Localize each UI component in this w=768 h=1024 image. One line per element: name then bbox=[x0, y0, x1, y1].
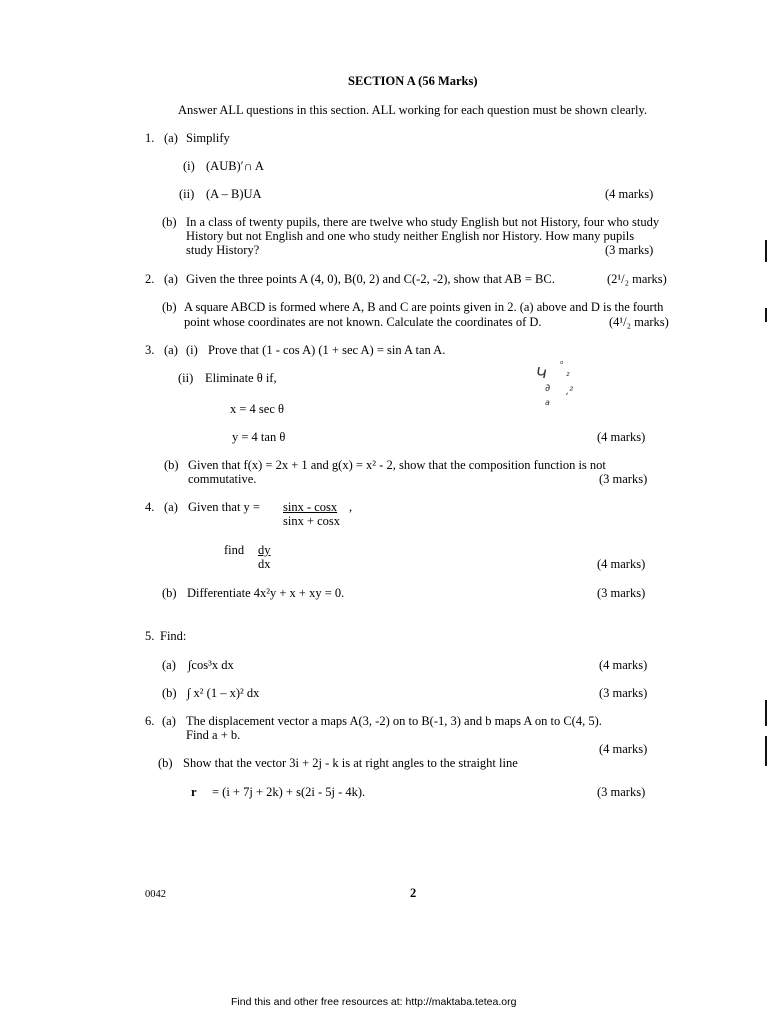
q4a-label: (a) bbox=[164, 500, 178, 514]
page-number: 2 bbox=[410, 886, 417, 900]
q1b-line1: In a class of twenty pupils, there are twelve who study English but not History, four who study bbox=[186, 215, 660, 229]
q2-number: 2. bbox=[145, 272, 155, 286]
q1-number: 1. bbox=[145, 131, 155, 145]
q3a-marks: (4 marks) bbox=[597, 430, 646, 444]
handwritten-mark: ∂ bbox=[545, 383, 551, 394]
fraction-denominator: sinx + cosx bbox=[283, 514, 341, 528]
q6a-marks: (4 marks) bbox=[599, 742, 648, 756]
q2b-label: (b) bbox=[162, 300, 177, 314]
q3a-label: (a) bbox=[164, 343, 178, 357]
q1ai-label: (i) bbox=[183, 159, 195, 173]
q1b-label: (b) bbox=[162, 215, 177, 229]
q4a-marks: (4 marks) bbox=[597, 557, 646, 571]
q2a-label: (a) bbox=[164, 272, 178, 286]
q3aii-text: Eliminate θ if, bbox=[205, 371, 277, 385]
q5a-label: (a) bbox=[162, 658, 176, 672]
q3-eq-y: y = 4 tan θ bbox=[232, 430, 286, 444]
q6a-line1: The displacement vector a maps A(3, -2) on to B(-1, 3) and b maps A on to C(4, 5). bbox=[186, 714, 602, 728]
q2b-line1: A square ABCD is formed where A, B and C are points given in 2. (a) above and D is the fourth bbox=[184, 300, 664, 314]
q6a-line2: Find a + b. bbox=[186, 728, 241, 742]
q1b-line2: History but not English and one who study neither English nor History. How many pupils bbox=[186, 229, 635, 243]
find-label: find bbox=[224, 543, 245, 557]
paper-code: 0042 bbox=[145, 889, 166, 900]
q2b-marks: (4¹/₂ marks) bbox=[609, 315, 669, 329]
q6b-line1: Show that the vector 3i + 2j - k is at right angles to the straight line bbox=[183, 756, 518, 770]
handwritten-mark: ,² bbox=[566, 386, 574, 397]
q3ai-label: (i) bbox=[186, 343, 198, 357]
q3b-line2: commutative. bbox=[188, 472, 257, 486]
scan-edge-mark bbox=[765, 700, 767, 726]
handwritten-mark: ² bbox=[566, 372, 570, 382]
q1a-text: Simplify bbox=[186, 131, 230, 145]
q1a-marks: (4 marks) bbox=[605, 187, 654, 201]
derivative-numerator: dy bbox=[258, 543, 271, 557]
scan-edge-mark bbox=[765, 736, 767, 766]
instructions: Answer ALL questions in this section. ALL working for each question must be shown clearly. bbox=[178, 103, 648, 117]
q6a-label: (a) bbox=[162, 714, 176, 728]
q3-number: 3. bbox=[145, 343, 155, 357]
handwritten-note: Կ bbox=[536, 364, 547, 382]
q1b-marks: (3 marks) bbox=[605, 243, 654, 257]
q1a-label: (a) bbox=[164, 131, 178, 145]
handwritten-mark: ᵒ bbox=[560, 360, 564, 370]
derivative-denominator: dx bbox=[258, 557, 271, 571]
q1b-line3: study History? bbox=[186, 243, 260, 257]
resources-footer: Find this and other free resources at: http://maktaba.tetea.org bbox=[231, 996, 517, 1008]
q6b-marks: (3 marks) bbox=[597, 785, 646, 799]
q1aii-label: (ii) bbox=[179, 187, 195, 201]
line-equation: = (i + 7j + 2k) + s(2i - 5j - 4k). bbox=[212, 785, 366, 799]
scan-edge-mark bbox=[765, 240, 767, 262]
q4a-text: Given that y = bbox=[188, 500, 260, 514]
q6b-label: (b) bbox=[158, 756, 173, 770]
q3b-marks: (3 marks) bbox=[599, 472, 648, 486]
q3b-label: (b) bbox=[164, 458, 179, 472]
scan-edge-mark bbox=[765, 308, 767, 322]
q1ai-text: (AUB)′∩ A bbox=[206, 159, 264, 173]
q2a-text: Given the three points A (4, 0), B(0, 2) and C(-2, -2), show that AB = BC. bbox=[186, 272, 555, 286]
q3b-line1: Given that f(x) = 2x + 1 and g(x) = x² - 2, show that the composition function is not bbox=[188, 458, 606, 472]
q4b-label: (b) bbox=[162, 586, 177, 600]
q5-text: Find: bbox=[160, 629, 187, 643]
q3-eq-x: x = 4 sec θ bbox=[230, 402, 284, 416]
handwritten-mark: a bbox=[545, 398, 550, 407]
fraction-comma: , bbox=[349, 500, 353, 514]
section-title: SECTION A (56 Marks) bbox=[348, 74, 478, 88]
q5b-text: ∫ x² (1 – x)² dx bbox=[187, 686, 260, 700]
q4b-marks: (3 marks) bbox=[597, 586, 646, 600]
q2a-marks: (2¹/₂ marks) bbox=[607, 272, 667, 286]
q4b-text: Differentiate 4x²y + x + xy = 0. bbox=[187, 586, 345, 600]
q1aii-text: (A – B)UA bbox=[206, 187, 262, 201]
q5a-marks: (4 marks) bbox=[599, 658, 648, 672]
q3ai-text: Prove that (1 - cos A) (1 + sec A) = sin A tan A. bbox=[208, 343, 446, 357]
q6-number: 6. bbox=[145, 714, 155, 728]
q5a-text: ∫cos³x dx bbox=[188, 658, 234, 672]
q5-number: 5. bbox=[145, 629, 155, 643]
q2b-line2: point whose coordinates are not known. Calculate the coordinates of D. bbox=[184, 315, 542, 329]
q4-number: 4. bbox=[145, 500, 155, 514]
vector-r: r bbox=[191, 785, 197, 799]
fraction-numerator: sinx - cosx bbox=[283, 500, 338, 514]
q3aii-label: (ii) bbox=[178, 371, 194, 385]
q5b-label: (b) bbox=[162, 686, 177, 700]
q5b-marks: (3 marks) bbox=[599, 686, 648, 700]
